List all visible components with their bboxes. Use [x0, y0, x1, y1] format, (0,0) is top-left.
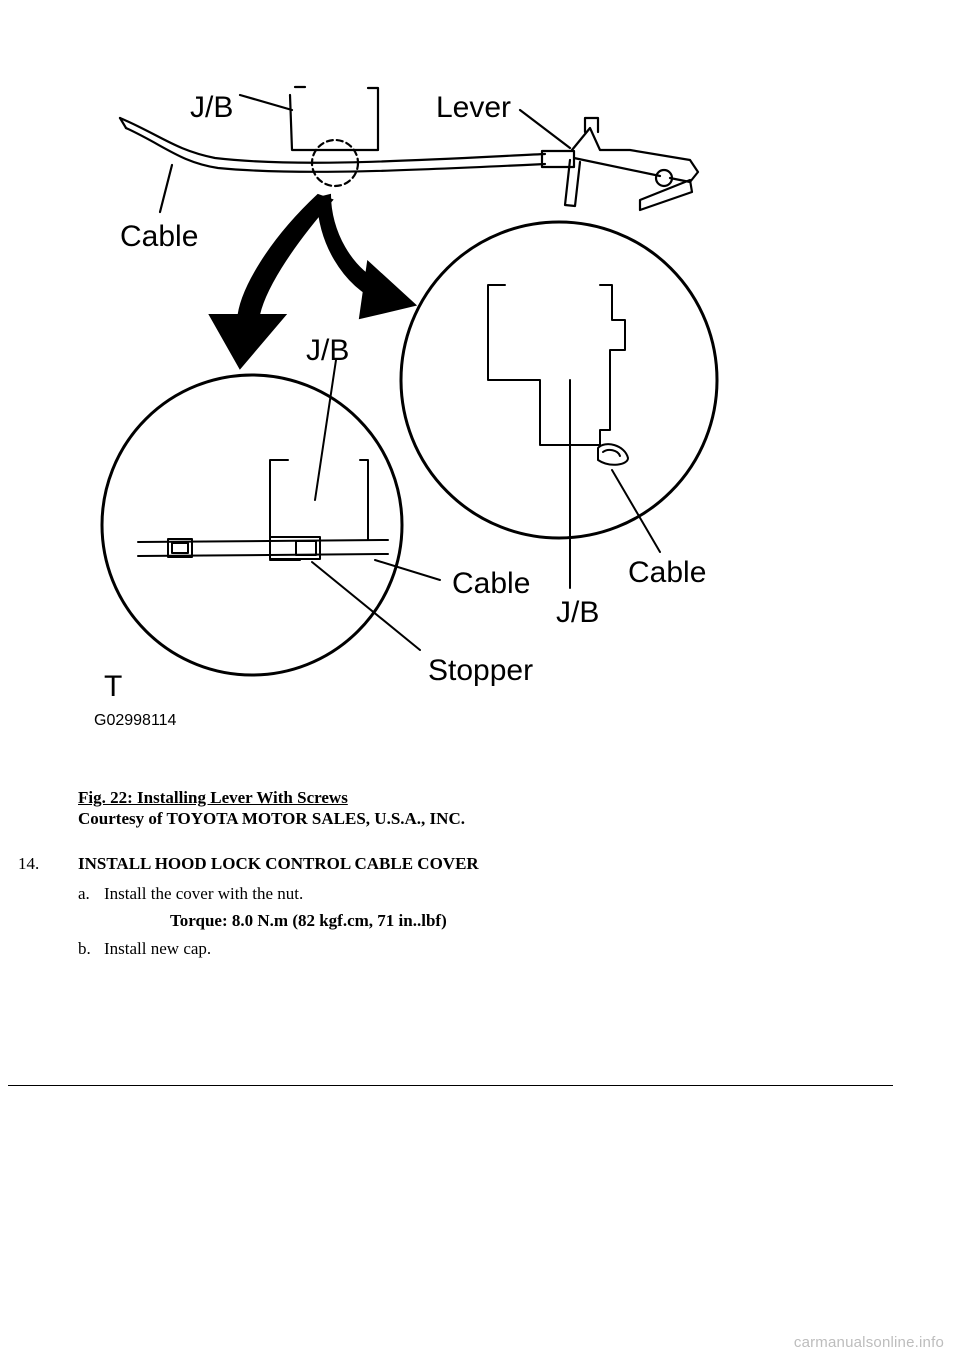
arrow-right-head — [360, 262, 415, 318]
label-figure-code: G02998114 — [94, 712, 177, 729]
page-divider — [8, 1085, 893, 1086]
substep-letter: a. — [78, 884, 90, 903]
torque-spec: Torque: 8.0 N.m (82 kgf.cm, 71 in..lbf) — [170, 911, 447, 930]
label-cable-left-circle: Cable — [452, 567, 531, 600]
label-jb-left-circle: J/B — [306, 334, 350, 367]
arrow-left-shaft — [238, 195, 332, 320]
footer-watermark: carmanualsonline.info — [793, 1334, 944, 1351]
label-view-letter: T — [104, 670, 123, 703]
figure-caption — [78, 787, 465, 829]
detail-circle-left — [102, 375, 402, 675]
arrow-left-head — [210, 315, 285, 368]
step-title: INSTALL HOOD LOCK CONTROL CABLE COVER — [78, 854, 479, 873]
label-jb-top: J/B — [190, 91, 234, 124]
jb-right-outline — [488, 285, 625, 445]
label-stopper: Stopper — [428, 654, 534, 687]
figure-title: Fig. 22: Installing Lever With Screws — [78, 788, 348, 807]
substep-b — [78, 939, 211, 959]
substep-letter: b. — [78, 939, 91, 958]
substep-text: Install new cap. — [104, 939, 212, 958]
label-lever: Lever — [436, 91, 512, 124]
label-cable-top: Cable — [120, 220, 199, 253]
step-heading — [18, 854, 479, 874]
substep-text: Install the cover with the nut. — [104, 884, 304, 903]
substep-a — [78, 884, 303, 904]
label-cable-right-circle: Cable — [628, 556, 707, 589]
detail-circle-right — [401, 222, 717, 538]
figure-courtesy: Courtesy of TOYOTA MOTOR SALES, U.S.A., INC. — [78, 809, 465, 828]
label-jb-right-circle: J/B — [556, 596, 600, 629]
step-number: 14. — [18, 854, 40, 873]
lever-body — [572, 128, 698, 182]
